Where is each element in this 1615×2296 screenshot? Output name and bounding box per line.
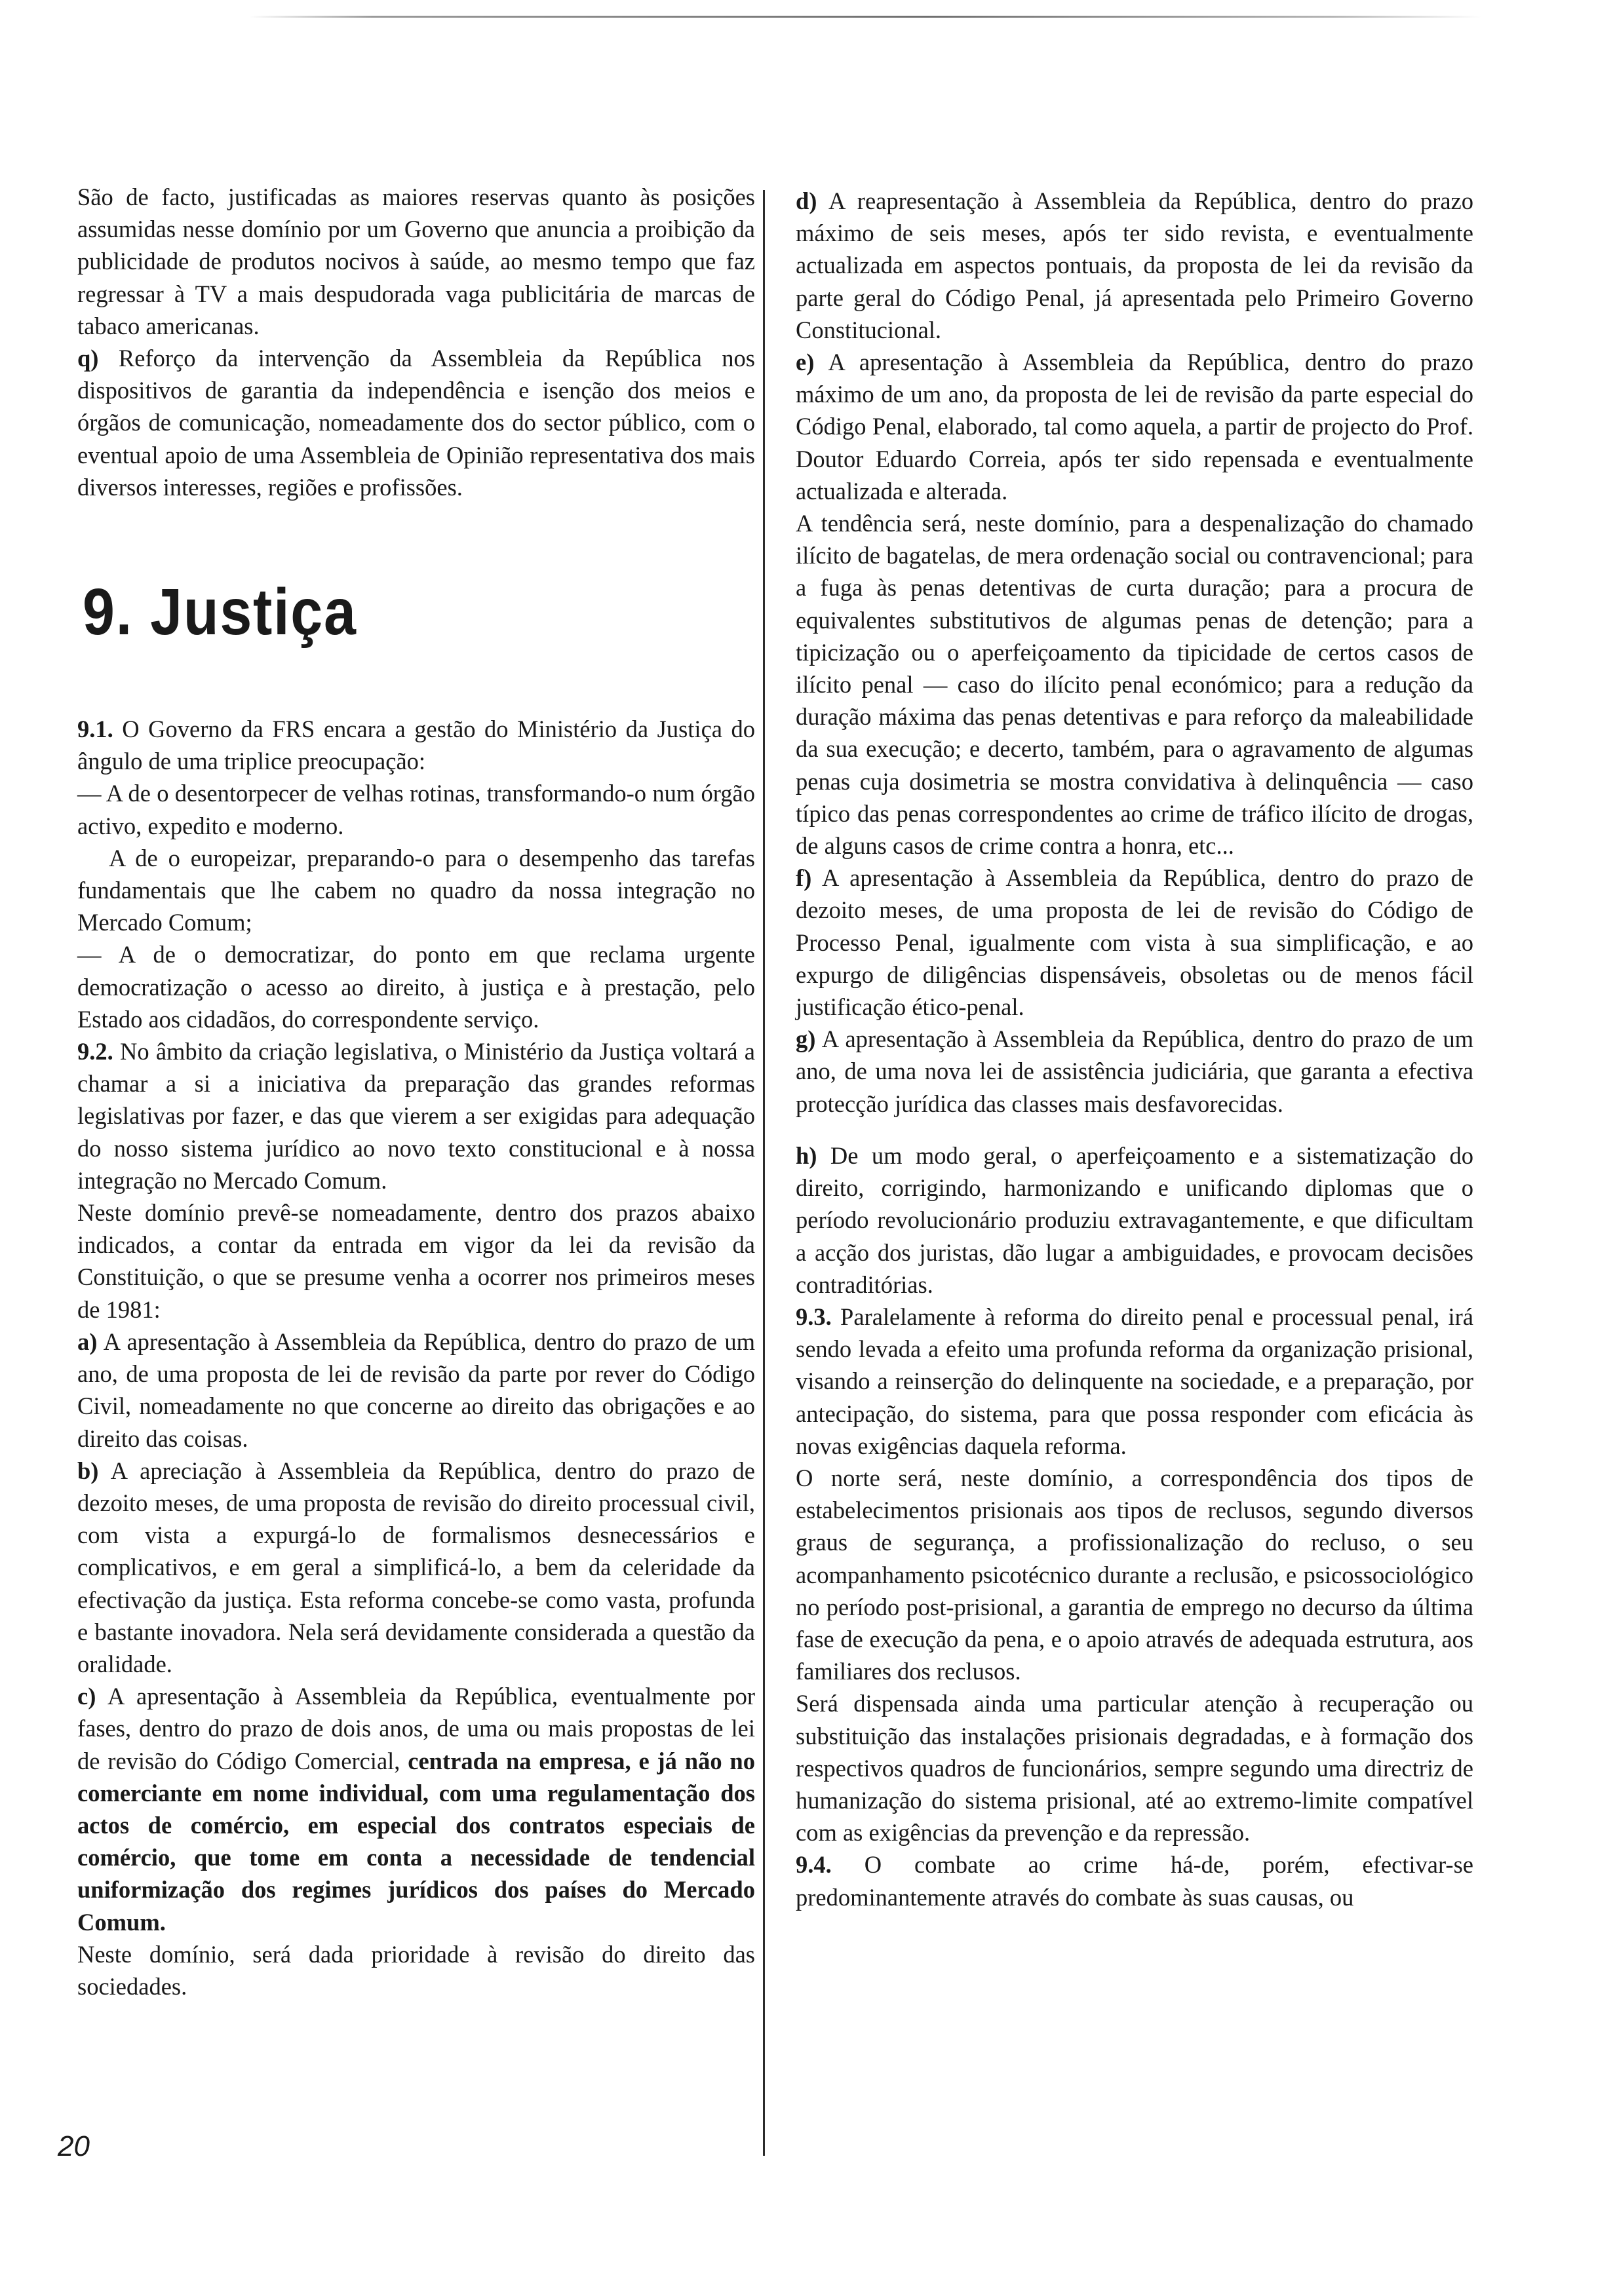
item-h [796,1139,1473,1301]
dash-item-3: — A de o democratizar, do ponto em que reclama urgente democratização o acesso ao direito, à justiça e à prestação, pelo Estado aos cidadãos, do correspondente serviço. [77,941,755,1033]
paragraph-9-1-text: O Governo da FRS encara a gestão do Ministério da Justiça do ângulo de uma triplice preocupação: [77,716,755,775]
item-c-text: A apresentação à Assembleia da República, eventualmente por fases, dentro do prazo de dois anos, de uma ou mais propostas de lei de revisão do Código Comercial, [77,1683,755,1774]
dash-item-2: A de o europeizar, preparando-o para o desempenho das tarefas fundamentais que lhe cabem no quadro da nossa integração no Mercado Comum; [77,844,755,936]
item-g-text: A apresentação à Assembleia da República, dentro do prazo de um ano, de uma nova lei de assistência judiciária, que garanta a efectiva protecção jurídica das classes mais desfavorecidas. [796,1025,1473,1117]
section-heading [83,573,755,651]
right-column [796,185,1473,1913]
left-column [77,181,755,2002]
item-a-text: A apresentação à Assembleia da República, dentro do prazo de um ano, de uma proposta de lei de revisão da parte por rever do Código Civil, nomeadamente no que concerne ao direito das obrigações e ao direito das coisas. [77,1328,755,1452]
item-d-text: A reapresentação à Assembleia da República, dentro do prazo máximo de seis meses, após ter sido revista, e eventualmente actualizada em aspectos pontuais, da proposta de lei da revisão da parte geral do Código Penal, já apresentada pelo Primeiro Governo Constitucional. [796,187,1473,343]
item-c-label: c) [77,1683,96,1710]
section-heading-text: 9. Justiça [83,575,357,649]
item-a-label: a) [77,1328,98,1355]
paragraph-9-2-text: No âmbito da criação legislativa, o Ministério da Justiça voltará a chamar a si a iniciativa da preparação das grandes reformas legislativas por fazer, e das que vierem a ser exigidas para adequação do nosso sistema jurídico ao novo texto constitucional e à nossa integração no Mercado Comum. [77,1038,755,1194]
item-b-label: b) [77,1457,99,1484]
item-g-label: g) [796,1025,816,1053]
item-b [77,1455,755,1680]
item-c-bold-text: centrada na empresa, e já não no comerciante em nome individual, com uma regulamentação dos actos de comércio, em especial dos contratos especiais de comércio, que tome em conta a necessidade de tendencial uniformização dos regimes jurídicos dos países do Mercado Comum. [77,1747,755,1936]
attention-paragraph: Será dispensada ainda uma particular atenção à recuperação ou substituição das instalações prisionais degradadas, e à formação dos respectivos quadros de funcionários, sempre segundo uma directriz de humanização do sistema prisional, até ao extremo-limite compatível com as exigências da prevenção e da repressão. [796,1690,1473,1846]
domain-paragraph: Neste domínio prevê-se nomeadamente, dentro dos prazos abaixo indicados, a contar da entrada em vigor da lei da revisão da Constituição, o que se presume venha a ocorrer nos primeiros meses de 1981: [77,1199,755,1323]
item-e-label: e) [796,349,815,376]
item-q-text: Reforço da intervenção da Assembleia da República nos dispositivos de garantia da independência e isenção dos meios e órgãos de comunicação, nomeadamente dos do sector público, com o eventual apoio de uma Assembleia de Opinião representativa dos mais diversos interesses, regiões e profissões. [77,345,755,501]
item-f-text: A apresentação à Assembleia da República, dentro do prazo de dezoito meses, de uma proposta de lei de revisão do Código de Processo Penal, igualmente com vista à sua simplificação, e ao expurgo de diligências dispensáveis, obsoletas ou de menos fácil justificação ético-penal. [796,864,1473,1021]
item-q-label: q) [77,345,99,372]
paragraph-9-4-label: 9.4. [796,1851,832,1879]
item-b-text: A apreciação à Assembleia da República, dentro do prazo de dezoito meses, de uma proposta de revisão do direito processual civil, com vista a expurgá-lo de formalismos desnecessários e complicativos, e em geral a simplificá-lo, a bem da celeridade da efectivação da justiça. Esta reforma concebe-se como vasta, profunda e bastante inovadora. Nela será devidamente considerada a questão da oralidade. [77,1457,755,1677]
item-c [77,1680,755,1938]
item-f-label: f) [796,864,812,892]
item-d [796,185,1473,346]
paragraph-9-2-label: 9.2. [77,1038,113,1065]
paragraph-9-2 [77,1035,755,1196]
top-rule [249,16,1481,18]
column-divider [763,190,765,2156]
intro-paragraph: São de facto, justificadas as maiores reservas quanto às posições assumidas nesse domínio por um Governo que anuncia a proibição da publicidade de produtos nocivos à saúde, ao mesmo tempo que faz regressar à TV a mais despudorada vaga publicitária de marcas de tabaco americanas. [77,183,755,339]
item-d-label: d) [796,187,817,214]
closing-paragraph: Neste domínio, será dada prioridade à revisão do direito das sociedades. [77,1940,755,2000]
item-g [796,1023,1473,1120]
item-h-label: h) [796,1141,817,1169]
dash-item-1: — A de o desentorpecer de velhas rotinas, transformando-o num órgão activo, expedito e moderno. [77,780,755,839]
page-number: 20 [58,2130,90,2162]
tendency-paragraph: A tendência será, neste domínio, para a despenalização do chamado ilícito de bagatelas, de mera ordenação social ou contravencional; para a fuga às penas detentivas de curta duração; para a procura de equivalentes substitutivos de algumas penas de detenção; para a tipicização ou o aperfeiçoamento da tipicidade de certos casos de ilícito penal — caso do ilícito penal económico; para a redução da duração máxima das penas detentivas e para reforço da maleabilidade da sua execução; e decerto, também, para o agravamento de algumas penas cuja dosimetria se mostra convidativa à delinquência — caso típico das penas correspondentes ao crime de tráfico ilícito de drogas, de alguns casos de crime contra a honra, etc... [796,510,1473,860]
paragraph-9-1 [77,713,755,777]
paragraph-9-3 [796,1301,1473,1462]
item-a [77,1326,755,1455]
item-f [796,862,1473,1023]
item-e [796,346,1473,507]
paragraph-9-1-label: 9.1. [77,716,113,743]
item-q [77,342,755,503]
paragraph-9-3-text: Paralelamente à reforma do direito penal e processual penal, irá sendo levada a efeito uma profunda reforma da organização prisional, visando a reinserção do delinquente na sociedade, e a preparação, por antecipação, do sistema, para que possa responder com eficácia às novas exigências daquela reforma. [796,1303,1473,1459]
north-paragraph: O norte será, neste domínio, a correspondência dos tipos de estabelecimentos prisionais aos tipos de reclusos, segundo diversos graus de segurança, a profissionalização do recluso, o seu acompanhamento psicotécnico durante a reclusão, e psicossociológico no período post-prisional, a garantia de emprego no decurso da última fase de execução da pena, e o apoio através de adequada estrutura, aos familiares dos reclusos. [796,1464,1473,1685]
paragraph-9-4-text: O combate ao crime há-de, porém, efectivar-se predominantemente através do combate às suas causas, ou [796,1851,1473,1911]
item-e-text: A apresentação à Assembleia da República, dentro do prazo máximo de um ano, da proposta de lei de revisão da parte especial do Código Penal, elaborado, tal como aquela, a partir de projecto do Prof. Doutor Eduardo Correia, após ter sido repensada e eventualmente actualizada e alterada. [796,349,1473,505]
item-h-text: De um modo geral, o aperfeiçoamento e a sistematização do direito, corrigindo, harmonizando e unificando diplomas que o período revolucionário produziu extravagantemente, e que dificultam a acção dos juristas, dão lugar a ambiguidades, e provocam decisões contraditórias. [796,1141,1473,1298]
paragraph-9-4 [796,1848,1473,1913]
paragraph-9-3-label: 9.3. [796,1303,832,1330]
